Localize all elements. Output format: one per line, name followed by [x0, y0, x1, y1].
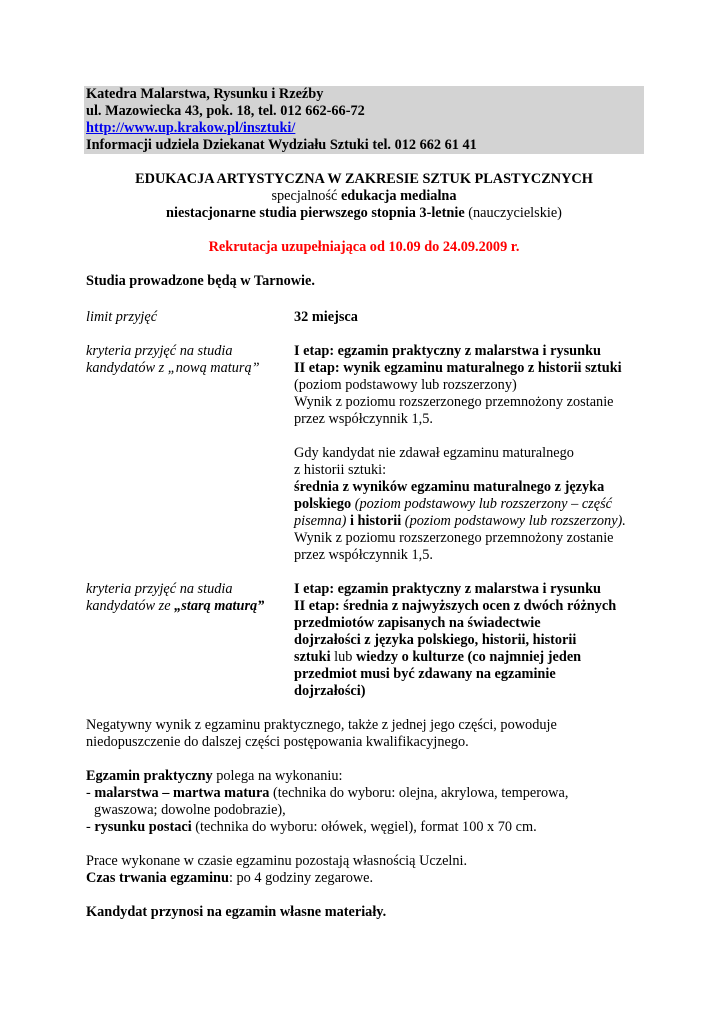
item2-bold: rysunku postaci: [94, 819, 192, 835]
exam-intro-rest: polega na wykonaniu:: [212, 768, 343, 784]
spec-prefix: specjalność: [271, 188, 341, 204]
avg-2: [294, 496, 644, 513]
old-matura-label-2: [86, 598, 294, 615]
exam-duration: [86, 870, 642, 887]
materials-note: Kandydat przynosi na egzamin własne materiały.: [86, 904, 387, 920]
new-matura-label: [86, 343, 294, 564]
item1-bold: malarstwa – martwa matura: [94, 785, 270, 801]
item1-dash: -: [86, 785, 95, 801]
exam-intro-bold: Egzamin praktyczny: [86, 768, 213, 784]
info-line: Informacji udziela Dziekanat Wydziału Sztuki tel. 012 662 61 41: [86, 137, 477, 153]
avg-3-italic: pisemna): [294, 513, 347, 529]
avg-2-italic: (poziom podstawowy lub rozszerzony – część: [351, 496, 612, 512]
item2-rest: (technika do wyboru: ołówek, węgiel), format 100 x 70 cm.: [191, 819, 537, 835]
exam-item-2: [86, 819, 642, 836]
exam-item-1-cont: gwaszowa; dowolne podobrazie),: [94, 802, 286, 818]
new-mult2-2: przez współczynnik 1,5.: [294, 547, 433, 563]
study-location: Studia prowadzone będą w Tarnowie.: [86, 273, 315, 289]
header-box: [84, 86, 644, 154]
specialization-line: [86, 188, 642, 205]
alt-2: z historii sztuki:: [294, 462, 387, 478]
works-ownership: Prace wykonane w czasie egzaminu pozostają własnością Uczelni.: [86, 853, 468, 869]
old-stage-1: I etap: egzamin praktyczny z malarstwa i rysunku: [294, 581, 601, 597]
recruitment-dates: Rekrutacja uzupełniająca od 10.09 do 24.09.2009 r.: [208, 239, 520, 255]
spec-name: edukacja medialna: [340, 188, 457, 204]
old-l2: przedmiotów zapisanych na świadectwie: [294, 615, 541, 631]
old-label-2b: „starą maturą”: [174, 598, 265, 614]
new-stage-2: II etap: wynik egzaminu maturalnego z historii sztuki: [294, 360, 622, 376]
document-page: [86, 86, 642, 921]
study-mode-suffix: (nauczycielskie): [464, 205, 562, 221]
new-mult2-1: Wynik z poziomu rozszerzonego przemnożony zostanie: [294, 530, 614, 546]
avg-3: [294, 513, 644, 530]
address-line: ul. Mazowiecka 43, pok. 18, tel. 012 662-66-72: [86, 103, 365, 119]
new-matura-row: [86, 343, 642, 564]
limit-value: 32 miejsca: [294, 309, 358, 325]
new-stage-1: I etap: egzamin praktyczny z malarstwa i rysunku: [294, 343, 601, 359]
exam-item-1: [86, 785, 642, 802]
new-mult-1: Wynik z poziomu rozszerzonego przemnożony zostanie: [294, 394, 614, 410]
avg-1: średnia z wyników egzaminu maturalnego z języka: [294, 479, 605, 495]
avg-2-bold: polskiego: [294, 496, 352, 512]
negative-note-1: Negatywny wynik z egzaminu praktycznego, także z jednej jego części, powoduje: [86, 717, 557, 733]
website-link[interactable]: http://www.up.krakow.pl/insztuki/: [86, 120, 296, 136]
old-l5: przedmiot musi być zdawany na egzaminie: [294, 666, 556, 682]
avg-3-bold: i historii: [346, 513, 402, 529]
old-l4c: wiedzy o kulturze (co najmniej jeden: [355, 649, 582, 665]
old-l4: [294, 649, 644, 666]
duration-rest: : po 4 godziny zegarowe.: [228, 870, 374, 886]
old-l3: dojrzałości z języka polskiego, historii, historii: [294, 632, 577, 648]
old-l4b: lub: [330, 649, 356, 665]
new-matura-label-1: kryteria przyjęć na studia: [86, 343, 233, 359]
study-mode-line: [86, 205, 642, 222]
negative-note-2: niedopuszczenie do dalszej części postępowania kwalifikacyjnego.: [86, 734, 469, 750]
study-mode: niestacjonarne studia pierwszego stopnia 3-letnie: [166, 205, 465, 221]
limit-row: [86, 309, 642, 326]
duration-bold: Czas trwania egzaminu: [86, 870, 229, 886]
exam-intro: [86, 768, 642, 785]
department-name: Katedra Malarstwa, Rysunku i Rzeźby: [86, 86, 324, 102]
program-title: EDUKACJA ARTYSTYCZNA W ZAKRESIE SZTUK PLASTYCZNYCH: [135, 171, 593, 187]
avg-3-italic-2: (poziom podstawowy lub rozszerzony).: [401, 513, 626, 529]
new-mult-2: przez współczynnik 1,5.: [294, 411, 433, 427]
new-level: (poziom podstawowy lub rozszerzony): [294, 377, 517, 393]
old-l6: dojrzałości): [294, 683, 366, 699]
old-l4a: sztuki: [294, 649, 331, 665]
limit-label: limit przyjęć: [86, 309, 158, 325]
alt-1: Gdy kandydat nie zdawał egzaminu maturalnego: [294, 445, 574, 461]
old-matura-label-1: kryteria przyjęć na studia: [86, 581, 233, 597]
new-matura-criteria: [294, 343, 644, 564]
old-matura-criteria: [294, 581, 644, 700]
old-matura-row: [86, 581, 642, 700]
item2-dash: -: [86, 819, 95, 835]
old-matura-label: [86, 581, 294, 700]
old-l1: II etap: średnia z najwyższych ocen z dwóch różnych: [294, 598, 617, 614]
new-matura-label-2: kandydatów z „nową maturą”: [86, 360, 260, 376]
item1-rest: (technika do wyboru: olejna, akrylowa, temperowa,: [269, 785, 569, 801]
old-label-2a: kandydatów ze: [86, 598, 175, 614]
